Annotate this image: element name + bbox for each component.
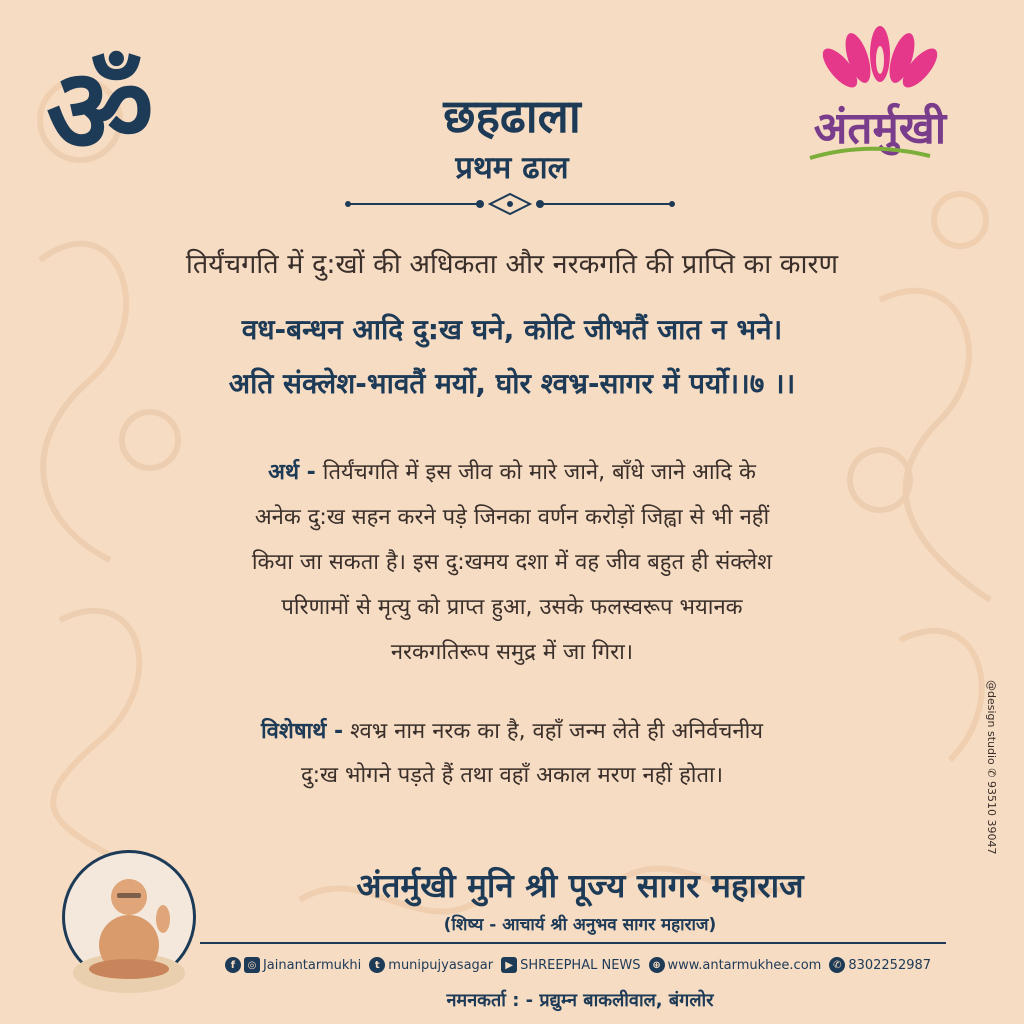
muni-name: अंतर्मुखी मुनि श्री पूज्य सागर महाराज [356, 866, 804, 905]
meaning-block [140, 450, 884, 675]
section-heading: तिर्यंचगति में दु:खों की अधिकता और नरकगति की प्राप्ति का कारण [185, 249, 839, 280]
verse-line-1: वध-बन्धन आदि दु:ख घने, कोटि जीभतैं जात न भने। [241, 313, 783, 346]
meaning-line-3: किया जा सकता है। इस दु:खमय दशा में वह जीव बहुत ही संक्लेश [251, 550, 773, 575]
svg-text:ॐ: ॐ [46, 42, 154, 180]
design-credit: @design studio ✆ 93510 39047 [985, 680, 998, 855]
social-website[interactable]: ⊕ www.antarmukhee.com [649, 957, 822, 973]
ornamental-divider [340, 192, 680, 216]
meaning-line-2: अनेक दु:ख सहन करने पड़े जिनका वर्णन करोड़ों जिह्वा से भी नहीं [254, 505, 770, 530]
logo-text: अंतर्मुखी [813, 103, 947, 154]
twitter-icon: t [369, 957, 385, 973]
footer-divider [200, 942, 946, 944]
disciple-line: (शिष्य - आचार्य श्री अनुभव सागर महाराज) [443, 915, 717, 935]
instagram-icon: ◎ [244, 957, 260, 973]
special-line-2: दु:ख भोगने पड़ते हैं तथा वहाँ अकाल मरण नहीं होता। [300, 763, 724, 788]
social-youtube[interactable]: ▶ SHREEPHAL NEWS [501, 957, 640, 973]
special-meaning-block [140, 710, 884, 798]
page-subtitle: प्रथम ढाल [455, 150, 569, 186]
meaning-label: अर्थ - [268, 460, 316, 485]
globe-icon: ⊕ [649, 957, 665, 973]
verse-line-2: अति संक्लेश-भावतैं मर्यो, घोर श्वभ्र-सागर में पर्यो।।७ ।। [228, 367, 796, 400]
meaning-line-1: अर्थ - तिर्यंचगति में इस जीव को मारे जाने, बाँधे जाने आदि के [268, 460, 756, 485]
meaning-line-5: नरकगतिरूप समुद्र में जा गिरा। [390, 640, 634, 665]
youtube-icon: ▶ [501, 957, 517, 973]
social-links-bar [200, 952, 960, 978]
social-twitter[interactable]: t munipujyasagar [369, 957, 493, 973]
social-facebook-instagram[interactable]: f ◎ Jainantarmukhi [225, 957, 361, 973]
special-line-1: विशेषार्थ - श्वभ्र नाम नरक का है, वहाँ जन्म लेते ही अनिर्वचनीय [260, 719, 764, 744]
facebook-icon: f [225, 957, 241, 973]
muni-portrait [62, 850, 196, 984]
social-whatsapp[interactable]: ✆ 8302252987 [829, 957, 931, 973]
special-label: विशेषार्थ - [260, 719, 344, 744]
namankarta-line: नमनकर्ता : - प्रद्युम्न बाकलीवाल, बंगलोर [446, 990, 714, 1011]
whatsapp-icon: ✆ [829, 957, 845, 973]
meaning-line-4: परिणामों से मृत्यु को प्राप्त हुआ, उसके फलस्वरूप भयानक [281, 595, 743, 620]
page-title: छहढाला [443, 89, 581, 143]
monk-figure-icon [65, 853, 193, 981]
